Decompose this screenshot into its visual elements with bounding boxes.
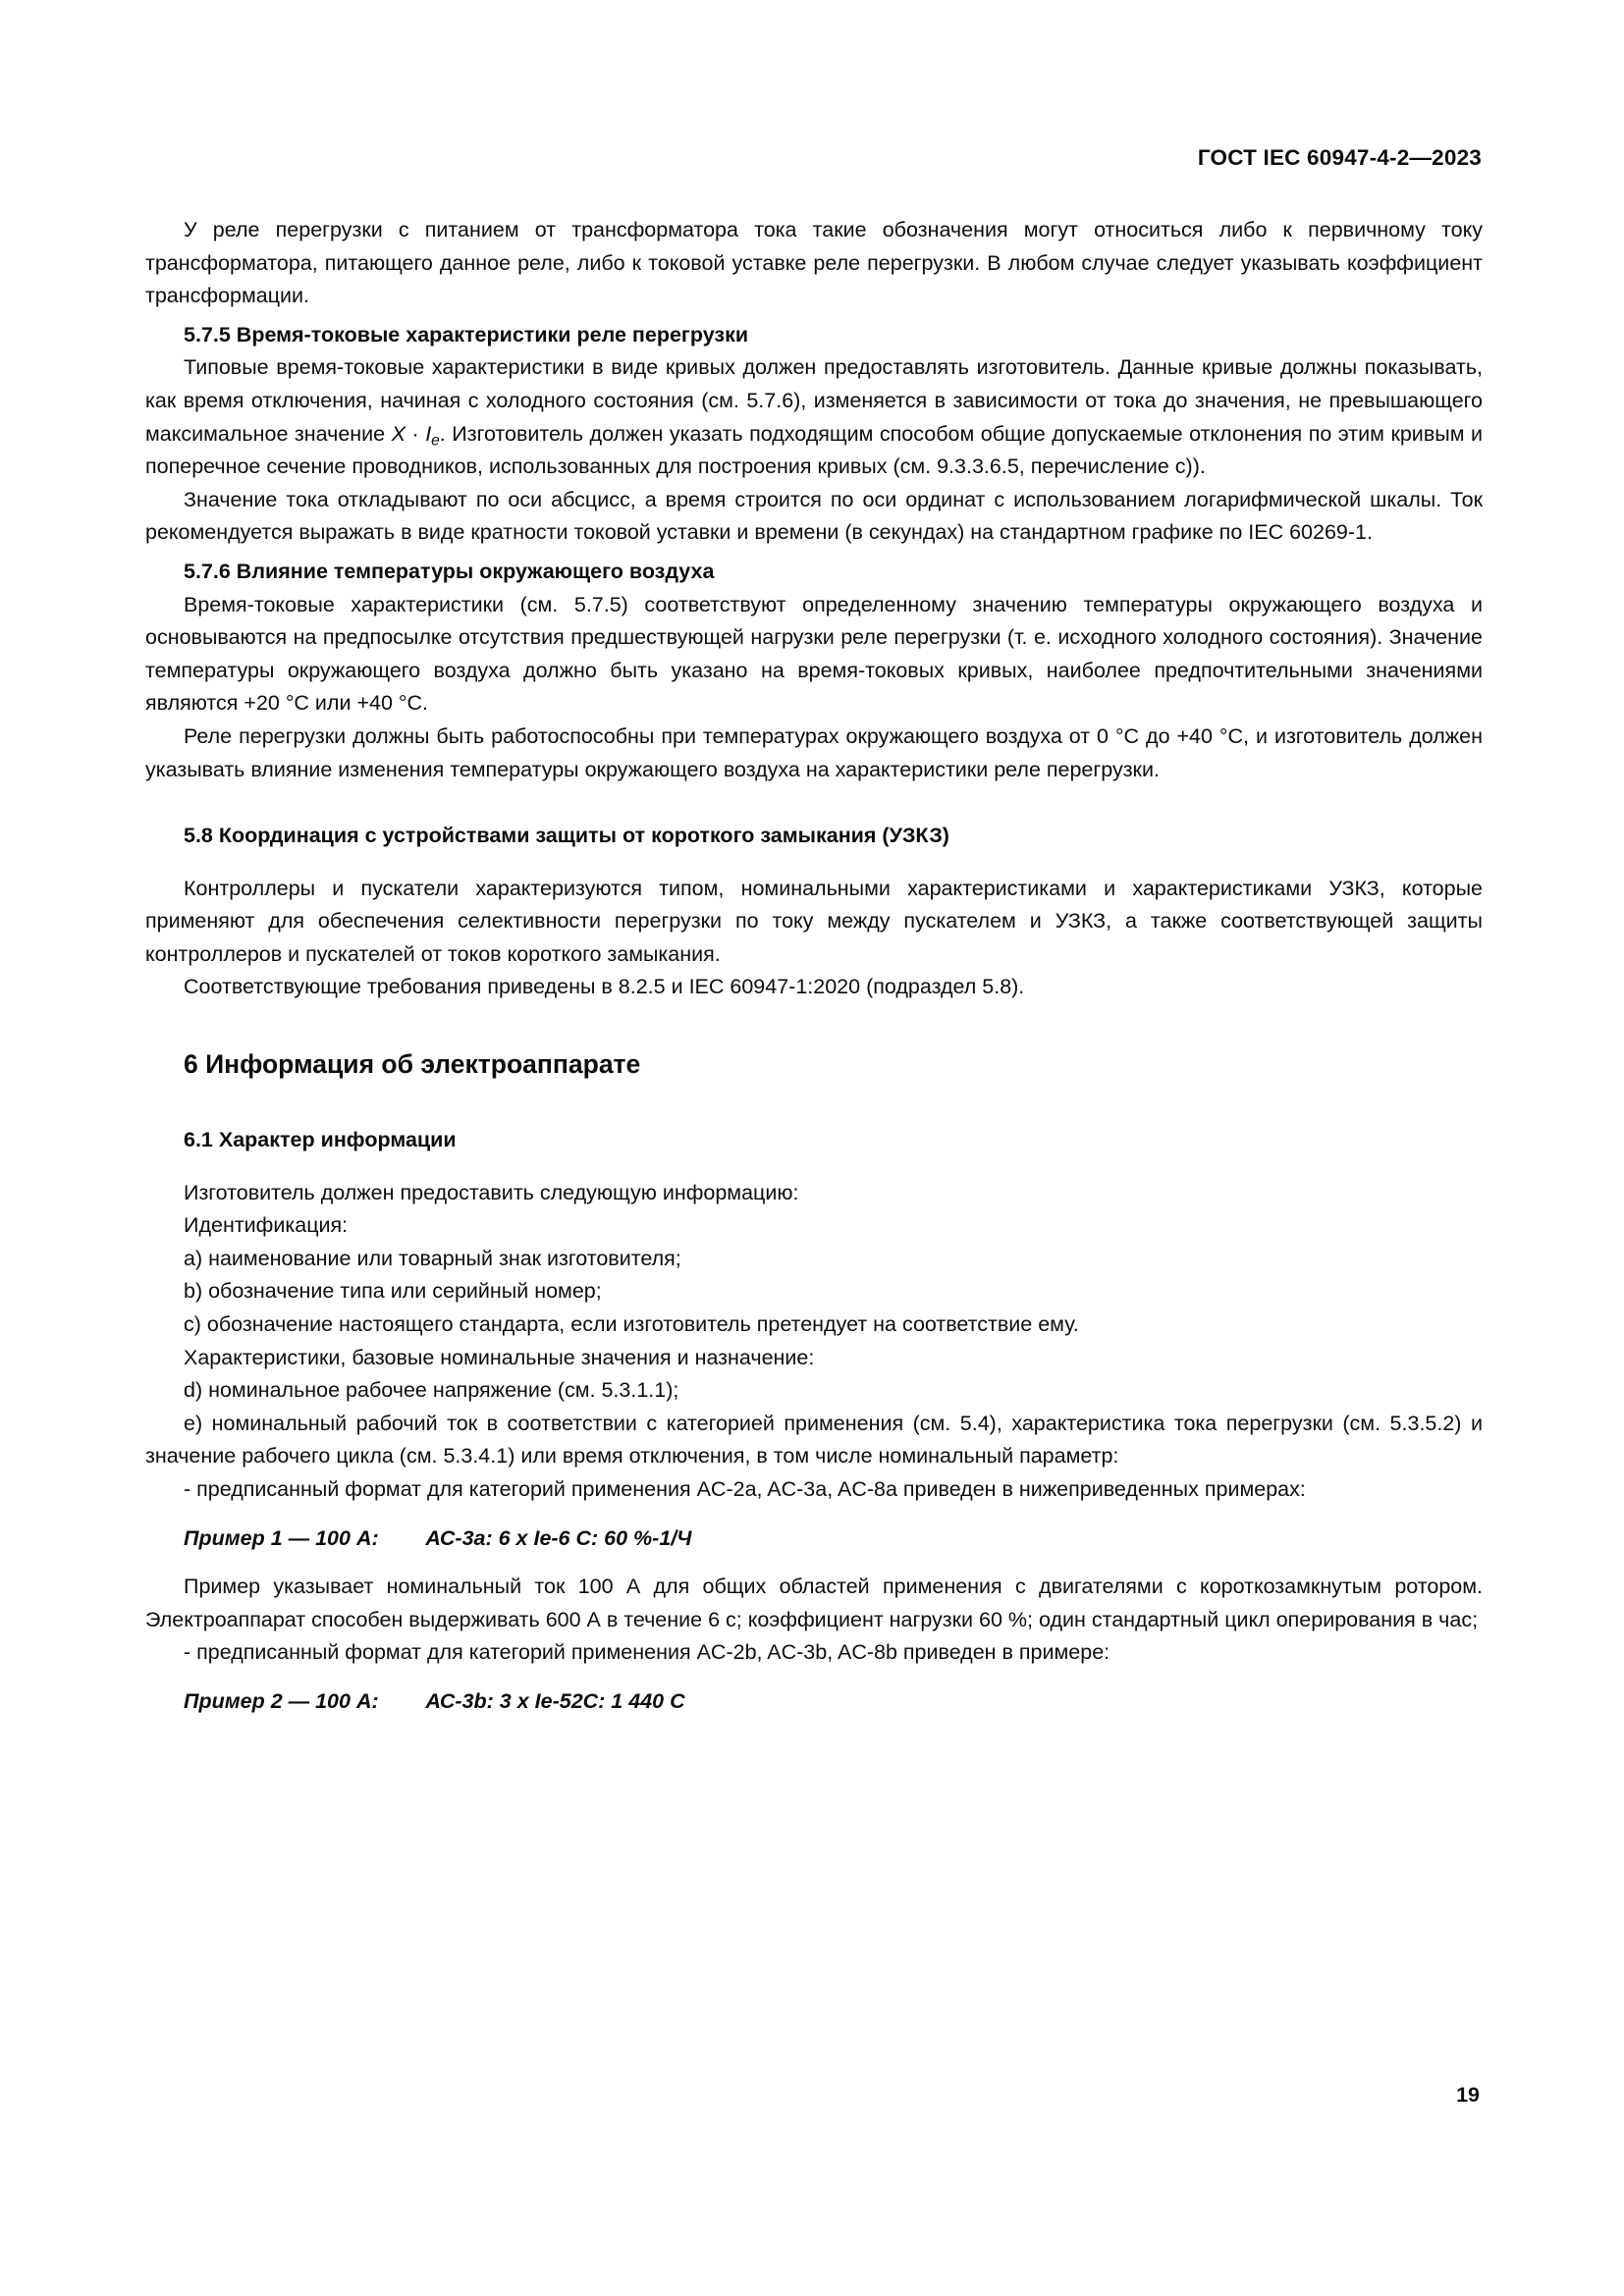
heading-5-7-5: 5.7.5 Время-токовые характеристики реле перегрузки: [184, 322, 749, 347]
heading-5-8: 5.8 Координация с устройствами защиты от короткого замыкания (УЗКЗ): [184, 824, 949, 848]
paragraph-time-current-characteristics: [145, 351, 1483, 483]
paragraph-example-1-explanation: Пример указывает номинальный ток 100 А для общих областей применения с двигателями с короткозамкнутым ротором. Электроаппарат способен выдерживать 600 А в течение 6 с; коэффициент нагрузки 60 %; один стандартный цикл оперирования в час;: [145, 1575, 1483, 1631]
list-item-c: c) обозначение настоящего стандарта, если изготовитель претендует на соответствие ему.: [184, 1312, 1079, 1337]
list-item-dash-b: - предписанный формат для категорий применения AC-2b, AC-3b, AC-8b приведен в примере:: [184, 1640, 1110, 1665]
list-item-b: b) обозначение типа или серийный номер;: [184, 1279, 602, 1304]
list-item-a: a) наименование или товарный знак изготовителя;: [184, 1246, 681, 1270]
paragraph-text-part-a: Типовые время-токовые характеристики в виде кривых должен предоставлять изготовитель. Данные кривые должны показывать, как время отключения, начиная с холодного состояния (см. 5.7.6), изменяется в зависимости от тока до значения, не превышающего максимальное значение: [145, 355, 1483, 446]
list-item-d: d) номинальное рабочее напряжение (см. 5.3.1.1);: [184, 1378, 679, 1403]
paragraph-characteristics-ratings: Характеристики, базовые номинальные значения и назначение:: [184, 1345, 815, 1369]
list-item-dash-a: - предписанный формат для категорий применения AC-2a, AC-3a, AC-8a приведен в нижеприведенных примерах:: [184, 1477, 1306, 1501]
formula-i: I: [425, 421, 432, 446]
paragraph-ambient-temperature: Время-токовые характеристики (см. 5.7.5) соответствуют определенному значению температуры окружающего воздуха и основываются на предпосылке отсутствия предшествующей нагрузки реле перегрузки (т. е. исходного холодного состояния). Значение температуры окружающего воздуха должно быть указано на время-токовых кривых, наиболее предпочтительными значениями являются +20 °С или +40 °С.: [145, 592, 1483, 716]
paragraph-manufacturer-shall-provide: Изготовитель должен предоставить следующую информацию:: [184, 1180, 799, 1204]
paragraph-relay-operating-range: Реле перегрузки должны быть работоспособны при температурах окружающего воздуха от 0 °С до +40 °С, и изготовитель должен указывать влияние изменения температуры окружающего воздуха на характеристики реле перегрузки.: [145, 723, 1483, 781]
formula-subscript-e: e: [431, 431, 440, 449]
paragraph-requirements-reference: Соответствующие требования приведены в 8.2.5 и IEC 60947-1:2020 (подраздел 5.8).: [184, 975, 1025, 999]
paragraph-overload-relay-ct: У реле перегрузки с питанием от трансформатора тока такие обозначения могут относиться либо к первичному току трансформатора, питающего данное реле, либо к токовой уставке реле перегрузки. В любом случае следует указывать коэффициент трансформации.: [145, 218, 1483, 308]
formula-x: X: [391, 421, 406, 446]
heading-6-information: 6 Информация об электроаппарате: [184, 1049, 641, 1080]
formula-ie: [425, 421, 440, 449]
document-body: [145, 214, 1483, 1719]
paragraph-axes-log-scale: Значение тока откладывают по оси абсцисс, а время строится по оси ординат с использованием логарифмической шкалы. Ток рекомендуется выражать в виде кратности токовой уставки и времени (в секундах) на стандартном графике по IEC 60269-1.: [145, 487, 1483, 545]
page-number: 19: [1456, 2083, 1480, 2107]
list-item-e: e) номинальный рабочий ток в соответствии с категорией применения (см. 5.4), характеристика тока перегрузки (см. 5.3.5.2) и значение рабочего цикла (см. 5.3.4.1) или время отключения, в том числе номинальный параметр:: [145, 1411, 1483, 1468]
formula-dot: ·: [406, 421, 426, 446]
page-header-standard-ref: ГОСТ IEC 60947-4-2—2023: [1197, 145, 1482, 170]
example-2: Пример 2 — 100 А: АС-3b: 3 x Ie-52С: 1 440 С: [184, 1688, 685, 1713]
paragraph-identification: Идентификация:: [184, 1213, 349, 1238]
example-1: Пример 1 — 100 А: АС-3а: 6 x Ie-6 C: 60 %-1/Ч: [184, 1525, 692, 1550]
paragraph-text-part-b: . Изготовитель должен указать подходящим способом общие допускаемые отклонения по этим кривым и поперечное сечение проводников, использованных для построения кривых (см. 9.3.3.6.5, перечисление с)).: [145, 421, 1483, 479]
heading-6-1: 6.1 Характер информации: [184, 1128, 457, 1152]
heading-5-7-6: 5.7.6 Влияние температуры окружающего воздуха: [184, 559, 715, 583]
paragraph-controllers-starters: Контроллеры и пускатели характеризуются типом, номинальными характеристиками и характеристиками УЗКЗ, которые применяют для обеспечения селективности перегрузки по току между пускателем и УЗКЗ, а также соответствующей защиты контроллеров и пускателей от токов короткого замыкания.: [145, 876, 1483, 966]
